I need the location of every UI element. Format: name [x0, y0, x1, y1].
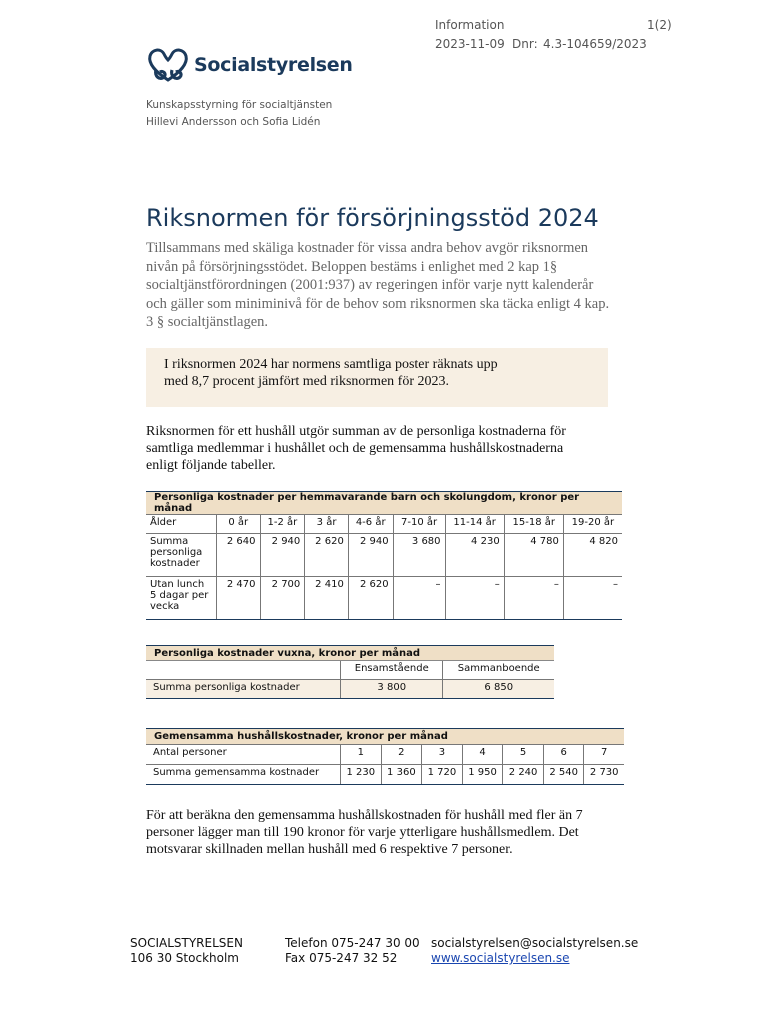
footer-address	[130, 936, 243, 966]
footer-org: SOCIALSTYRELSEN	[130, 936, 243, 950]
dnr-number: 4.3-104659/2023	[543, 37, 647, 51]
row-label: Summa gemensamma kostnader	[146, 765, 341, 785]
value-cell: 2 240	[503, 765, 544, 785]
value-cell: –	[393, 577, 445, 620]
table-row	[146, 534, 622, 577]
dnr-label: Dnr:	[512, 37, 538, 51]
age-header-cell: 11-14 år	[445, 515, 504, 534]
persons-cell: 7	[584, 745, 624, 765]
department: Kunskapsstyrning för socialtjänsten	[146, 99, 333, 111]
table-row	[146, 680, 554, 699]
table-row	[146, 661, 554, 680]
age-header-cell: 4-6 år	[348, 515, 393, 534]
page-number: 1(2)	[647, 18, 672, 32]
value-cell: 6 850	[443, 680, 554, 699]
age-header-cell: 3 år	[305, 515, 349, 534]
paragraph-household-norm: Riksnormen för ett hushåll utgör summan av de personliga kostnaderna för samtliga medlemmar i hushållet och de gemensamma hushållskostnaderna enligt följande tabeller.	[146, 424, 566, 473]
value-cell: 4 230	[445, 534, 504, 577]
persons-cell: 6	[543, 745, 584, 765]
footer-email[interactable]: socialstyrelsen@socialstyrelsen.se	[431, 936, 639, 950]
logo	[146, 46, 353, 84]
socialstyrelsen-emblem-icon	[146, 46, 190, 84]
value-cell: –	[563, 577, 622, 620]
value-cell: 2 410	[305, 577, 349, 620]
value-cell: 4 820	[563, 534, 622, 577]
value-cell: 2 940	[348, 534, 393, 577]
value-cell: 2 470	[217, 577, 261, 620]
persons-cell: 5	[503, 745, 544, 765]
age-header-cell: 7-10 år	[393, 515, 445, 534]
doc-type: Information	[435, 18, 505, 32]
table-children-costs	[146, 491, 622, 620]
value-cell: 2 640	[217, 534, 261, 577]
cohabiting-column-header: Sammanboende	[443, 661, 554, 680]
table-row	[146, 765, 624, 785]
row-label: Summa personliga kostnader	[146, 680, 341, 699]
value-cell: 3 680	[393, 534, 445, 577]
footer-fax: Fax 075-247 32 52	[285, 951, 398, 965]
value-cell: 1 360	[381, 765, 422, 785]
value-cell: 2 540	[543, 765, 584, 785]
value-cell: 1 720	[422, 765, 463, 785]
paragraph-extra-persons: För att beräkna den gemensamma hushållskostnaden för hushåll med fler än 7 personer lägger man till 190 kronor för varje ytterligare hushållsmedlem. Det motsvarar skillnaden mellan hushåll med 6 respektive 7 personer.	[146, 808, 583, 857]
persons-cell: 1	[341, 745, 382, 765]
empty-header-cell	[146, 661, 341, 680]
value-cell: 4 780	[504, 534, 563, 577]
value-cell: –	[445, 577, 504, 620]
highlight-text: I riksnormen 2024 har normens samtliga poster räknats upp med 8,7 procent jämfört med riksnormen för 2023.	[164, 357, 498, 389]
table-row	[146, 745, 624, 765]
age-header-cell: 15-18 år	[504, 515, 563, 534]
value-cell: 3 800	[341, 680, 443, 699]
table-adult-costs	[146, 645, 554, 699]
row-label: Summa personliga kostnader	[146, 534, 217, 577]
footer-phone-block	[285, 936, 420, 966]
table-children-title: Personliga kostnader per hemmavarande barn och skolungdom, kronor per månad	[146, 492, 622, 515]
value-cell: –	[504, 577, 563, 620]
table-adults-title: Personliga kostnader vuxna, kronor per månad	[146, 646, 554, 661]
single-column-header: Ensamstående	[341, 661, 443, 680]
page-title: Riksnormen för försörjningsstöd 2024	[146, 204, 599, 232]
value-cell: 2 730	[584, 765, 624, 785]
unit-block	[146, 97, 332, 131]
age-header-cell: 1-2 år	[260, 515, 305, 534]
row-label: Utan lunch 5 dagar per vecka	[146, 577, 217, 620]
footer-website-link[interactable]: www.socialstyrelsen.se	[431, 951, 570, 965]
table-household-title: Gemensamma hushållskostnader, kronor per månad	[146, 729, 624, 745]
highlight-box	[146, 348, 608, 407]
table-household-costs	[146, 728, 624, 785]
value-cell: 1 950	[462, 765, 503, 785]
authors: Hillevi Andersson och Sofia Lidén	[146, 116, 321, 128]
value-cell: 2 940	[260, 534, 305, 577]
value-cell: 2 620	[305, 534, 349, 577]
footer-contact	[431, 936, 638, 966]
value-cell: 2 700	[260, 577, 305, 620]
doc-date: 2023-11-09	[435, 37, 505, 51]
footer-phone: Telefon 075-247 30 00	[285, 936, 420, 950]
persons-cell: 3	[422, 745, 463, 765]
table-row	[146, 577, 622, 620]
row-label: Antal personer	[146, 745, 341, 765]
value-cell: 1 230	[341, 765, 382, 785]
age-column-header: Ålder	[146, 515, 217, 534]
age-header-cell: 0 år	[217, 515, 261, 534]
persons-cell: 2	[381, 745, 422, 765]
intro-paragraph: Tillsammans med skäliga kostnader för vissa andra behov avgör riksnormen nivån på försörjningsstödet. Beloppen bestäms i enlighet med 2 kap 1§ socialtjänstförordningen (2001:937) av regeringen inför varje nytt kalenderår och gäller som miniminivå för de behov som riksnormen ska täcka enligt 4 kap. 3 § socialtjänstlagen.	[146, 240, 610, 331]
value-cell: 2 620	[348, 577, 393, 620]
footer-postal: 106 30 Stockholm	[130, 951, 239, 965]
table-row	[146, 515, 622, 534]
logo-text: Socialstyrelsen	[194, 54, 353, 76]
persons-cell: 4	[462, 745, 503, 765]
age-header-cell: 19-20 år	[563, 515, 622, 534]
